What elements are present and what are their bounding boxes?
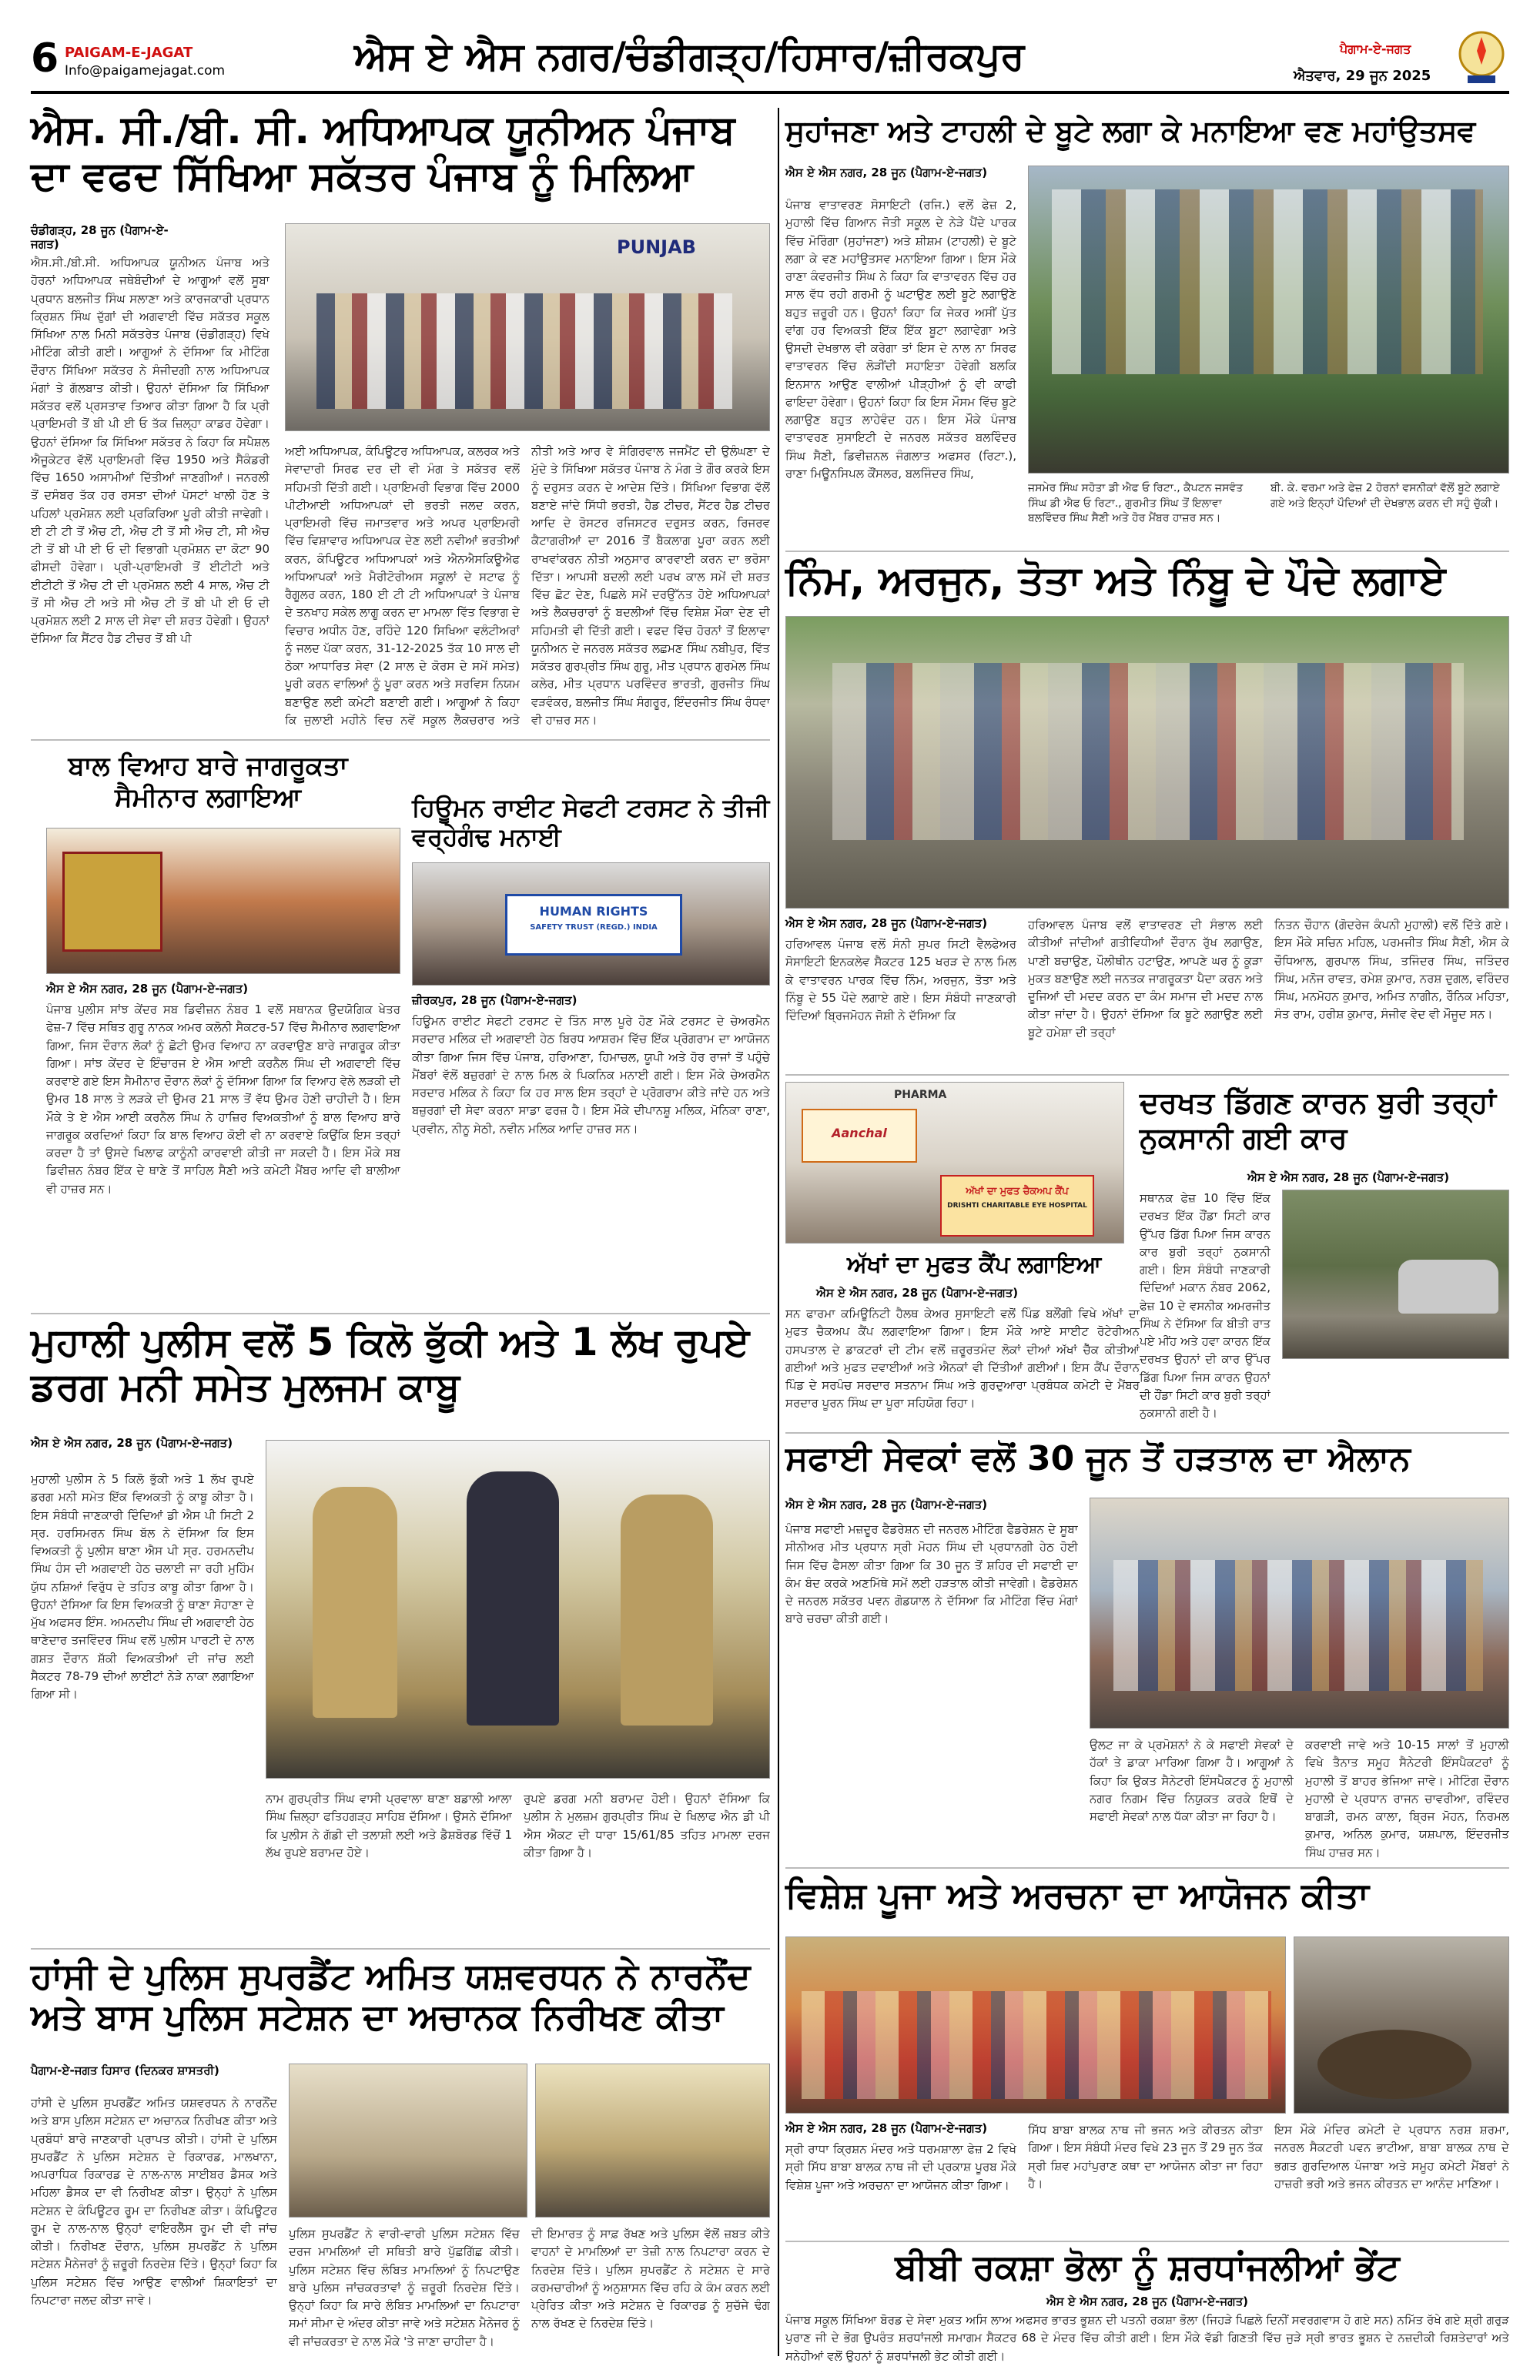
article-body-police-arrest-col2: ਨਾਮ ਗੁਰਪ੍ਰੀਤ ਸਿੰਘ ਵਾਸੀ ਪ੍ਰਵਾਲਾ ਥਾਣਾ ਬਡਾਲੀ ਆਲਾ ਸਿੰਘ ਜ਼ਿਲ੍ਹਾ ਫਤਿਹਗੜ੍ਹ ਸਾਹਿਬ ਦੱਸਿਆ। ਉਸਨੇ ਦੱਸਿਆ ਕਿ ਪੁਲੀਸ ਨੇ ਗੱਡੀ ਦੀ ਤਲਾਸ਼ੀ ਲਈ ਅਤੇ ਡੈਸ਼ਬੋਰਡ ਵਿੱਚੋਂ 1 ਲੱਖ ਰੁਪਏ ਬਰਾਮਦ ਹੋਏ। [266,1792,512,1859]
label-aanchal: Aanchal [832,1126,887,1140]
headline-tribute: ਬੀਬੀ ਰਕਸ਼ਾ ਭੋਲਾ ਨੂੰ ਸ਼ਰਧਾਂਜਲੀਆਂ ਭੇਂਟ [895,2246,1400,2288]
article-body-child-marriage: ਪੰਜਾਬ ਪੁਲੀਸ ਸਾਂਝ ਕੇਂਦਰ ਸਬ ਡਿਵੀਜ਼ਨ ਨੰਬਰ 1 ਵਲੋਂ ਸਥਾਨਕ ਉਦਯੋਗਿਕ ਖੇਤਰ ਫੇਜ਼-7 ਵਿੱਚ ਸਥਿਤ ਗੁਰੂ ਨਾਨਕ ਅਮਰ ਕਲੋਨੀ ਸੈਕਟਰ-57 ਵਿੱਚ ਸੈਮੀਨਾਰ ਲਗਵਾਇਆ ਗਿਆ, ਜਿਸ ਦੌਰਾਨ ਲੋਕਾਂ ਨੂੰ ਛੋਟੀ ਉਮਰ ਵਿਆਹ ਨਾ ਕਰਵਾਉਣ ਬਾਰੇ ਜਾਗਰੂਕ ਕੀਤਾ ਗਿਆ। ਸਾਂਝ ਕੇਂਦਰ ਦੇ ਇੰਚਾਰਜ ਏ ਐਸ ਆਈ ਕਰਨੈਲ ਸਿੰਘ ਦੀ ਅਗਵਾਈ ਵਿੱਚ ਕਰਵਾਏ ਗਏ ਇਸ ਸੈਮੀਨਾਰ ਦੌਰਾਨ ਲੋਕਾਂ ਨੂੰ ਦੱਸਿਆ ਗਿਆ ਕਿ ਵਿਆਹ ਵੇਲੇ ਲੜਕੀ ਦੀ ਉਮਰ 18 ਸਾਲ ਤੇ ਲੜਕੇ ਦੀ ਉਮਰ 21 ਸਾਲ ਤੋਂ ਵੱਧ ਉਮਰ ਹੋਣੀ ਚਾਹੀਦੀ ਹੈ। ਇਸ ਮੌਕੇ ਤੇ ਏ ਐਸ ਆਈ ਕਰਨੈਲ ਸਿੰਘ ਨੇ ਹਾਜ਼ਿਰ ਵਿਅਕਤੀਆਂ ਨੂੰ ਬਾਲ ਵਿਆਹ ਬਾਰੇ ਜਾਗਰੂਕ ਕਰਦਿਆਂ ਕਿਹਾ ਕਿ ਬਾਲ ਵਿਆਹ ਕੋਈ ਵੀ ਨਾ ਕਰਵਾਏ ਕਿਉਂਕਿ ਇਸ ਤਰ੍ਹਾਂ ਕਰਦਾ ਹੈ ਤਾਂ ਉਸਦੇ ਖਿਲਾਫ ਕਾਨੂੰਨੀ ਕਾਰਵਾਈ ਕੀਤੀ ਜਾ ਸਕਦੀ ਹੈ। ਇਸ ਮੌਕੇ ਸਬ ਡਿਵੀਜ਼ਨ ਨੰਬਰ ਇੱਕ ਦੇ ਥਾਣੇ ਤੋਂ ਸਾਹਿਲ ਸੈਣੀ ਅਤੇ ਕਮੇਟੀ ਮੈਂਬਰ ਆਦਿ ਵੀ ਬਾਲੀਆ ਵੀ ਹਾਜ਼ਰ ਸਨ। [46,1003,400,1196]
headline-special-puja: ਵਿਸ਼ੇਸ਼ ਪੂਜਾ ਅਤੇ ਅਰਚਨਾ ਦਾ ਆਯੋਜਨ ਕੀਤਾ [785,1874,1369,1916]
article-body-neem-planting-col3: ਨਿਤਨ ਚੌਹਾਨ (ਗੋਦਰੇਜ ਕੰਪਨੀ ਮੁਹਾਲੀ) ਵਲੋਂ ਦਿੱਤੇ ਗਏ। ਇਸ ਮੌਕੇ ਸਚਿਨ ਮਹਿਲ, ਪਰਮਜੀਤ ਸਿੰਘ ਸੈਣੀ, ਐਸ ਕੇ ਚੌਧਿਆਲ, ਗੁਰਪਾਲ ਸਿੰਘ, ਤਜਿੰਦਰ ਸਿੰਘ, ਜਤਿੰਦਰ ਸਿੰਘ, ਮਨੋਜ ਰਾਵਤ, ਰਮੇਸ਼ ਕੁਮਾਰ, ਨਰਸ਼ ਦੁਗਲ, ਵਰਿੰਦਰ ਸਿੰਘ, ਮਨਮੋਹਨ ਕੁਮਾਰ, ਅਮਿਤ ਨਾਗੀਨ, ਰੌਨਿਕ ਮਹਿਤਾ, ਸੰਤ ਰਾਮ, ਹਰੀਸ਼ ਕੁਮਾਰ, ਸੰਜੀਵ ਵੇਦ ਵੀ ਮੌਜੂਦ ਸਨ। [1274,918,1509,1022]
headline-neem-planting: ਨਿੰਮ, ਅਰਜੁਨ, ਤੋਤਾ ਅਤੇ ਨਿੰਬੂ ਦੇ ਪੌਦੇ ਲਗਾਏ [785,557,1446,604]
article-body-neem-planting-col2: ਹਰਿਆਵਲ ਪੰਜਾਬ ਵਲੋਂ ਵਾਤਾਵਰਣ ਦੀ ਸੰਭਾਲ ਲਈ ਕੀਤੀਆਂ ਜਾਂਦੀਆਂ ਗਤੀਵਿਧੀਆਂ ਦੌਰਾਨ ਰੁੱਖ ਲਗਾਉਣ, ਪਾਣੀ ਬਚਾਉਣ, ਪੌਲੀਥੀਨ ਹਟਾਉਣ, ਆਪਣੇ ਘਰ ਨੂੰ ਕੂੜਾ ਮੁਕਤ ਬਣਾਉਣ ਲਈ ਜਨਤਕ ਜਾਗਰੂਕਤਾ ਪੈਦਾ ਕਰਨ ਅਤੇ ਦੂਜਿਆਂ ਦੀ ਮਦਦ ਕਰਨ ਦਾ ਕੰਮ ਸਮਾਜ ਦੀ ਮਦਦ ਨਾਲ ਕੀਤਾ ਜਾਂਦਾ ਹੈ। ਉਹਨਾਂ ਦੱਸਿਆ ਕਿ ਬੂਟੇ ਲਗਾਉਣ ਲਈ ਬੂਟੇ ਹਮੇਸ਼ਾ ਦੀ ਤਰ੍ਹਾਂ [1028,918,1263,1039]
dateline-safai-strike: ਐਸ ਏ ਐਸ ਨਗਰ, 28 ਜੂਨ (ਪੈਗਾਮ-ਏ-ਜਗਤ) [785,1498,988,1511]
article-body-safai-strike-col1: ਪੰਜਾਬ ਸਫਾਈ ਮਜ਼ਦੂਰ ਫੈਡਰੇਸ਼ਨ ਦੀ ਜਨਰਲ ਮੀਟਿੰਗ ਫੈਡਰੇਸ਼ਨ ਦੇ ਸੂਬਾ ਸੀਨੀਅਰ ਮੀਤ ਪ੍ਰਧਾਨ ਸ੍ਰੀ ਮੋਹਨ ਸਿੰਘ ਦੀ ਪ੍ਰਧਾਨਗੀ ਹੇਠ ਹੋਈ ਜਿਸ ਵਿੱਚ ਫੈਸਲਾ ਕੀਤਾ ਗਿਆ ਕਿ 30 ਜੂਨ ਤੋਂ ਸ਼ਹਿਰ ਦੀ ਸਫਾਈ ਦਾ ਕੰਮ ਬੰਦ ਕਰਕੇ ਅਣਮਿੱਥੇ ਸਮੇਂ ਲਈ ਹੜਤਾਲ ਕੀਤੀ ਜਾਵੇਗੀ। ਫੈਡਰੇਸ਼ਨ ਦੇ ਜਨਰਲ ਸਕੱਤਰ ਪਵਨ ਗੋਡਯਾਲ ਨੇ ਦੱਸਿਆ ਕਿ ਮੀਟਿੰਗ ਵਿੱਚ ਮੰਗਾਂ ਬਾਰੇ ਚਰਚਾ ਕੀਤੀ ਗਈ। [785,1522,1078,1626]
article-body-special-puja-col1: ਸ੍ਰੀ ਰਾਧਾ ਕ੍ਰਿਸ਼ਨ ਮੰਦਰ ਅਤੇ ਧਰਮਸ਼ਾਲਾ ਫੇਜ਼ 2 ਵਿਖੇ ਸ੍ਰੀ ਸਿੱਧ ਬਾਬਾ ਬਾਲਕ ਨਾਥ ਜੀ ਦੀ ਪ੍ਰਕਾਸ਼ ਪੂਰਬ ਮੌਕੇ ਵਿਸ਼ੇਸ਼ ਪੂਜਾ ਅਤੇ ਅਰਚਨਾ ਦਾ ਆਯੋਜਨ ਕੀਤਾ ਗਿਆ। [785,2142,1016,2192]
divider [785,1074,1509,1076]
banner-human-rights-line1: HUMAN RIGHTS [539,904,648,919]
dateline-child-marriage: ਐਸ ਏ ਐਸ ਨਗਰ, 28 ਜੂਨ (ਪੈਗਾਮ-ਏ-ਜਗਤ) [46,982,249,996]
headline-tree-fall: ਦਰਖਤ ਡਿੱਗਣ ਕਾਰਨ ਬੁਰੀ ਤਰ੍ਹਾਂ ਨੁਕਸਾਨੀ ਗਈ ਕਾਰ [1140,1086,1496,1155]
article-body-special-puja-col3: ਇਸ ਮੌਕੇ ਮੰਦਿਰ ਕਮੇਟੀ ਦੇ ਪ੍ਰਧਾਨ ਨਰਸ਼ ਸ਼ਰਮਾ, ਜਨਰਲ ਸੈਕਟਰੀ ਪਵਨ ਭਾਟੀਆ, ਬਾਬਾ ਬਾਲਕ ਨਾਥ ਦੇ ਭਗਤ ਗੁਰਦਿਆਲ ਪੰਜਾਬਾ ਅਤੇ ਸਮੂਹ ਕਮੇਟੀ ਮੈਂਬਰਾਂ ਨੇ ਹਾਜ਼ਰੀ ਭਰੀ ਅਤੇ ਭਜਨ ਕੀਰਤਨ ਦਾ ਆਨੰਦ ਮਾਣਿਆ। [1274,2123,1509,2191]
dateline-van-mahotsav: ਐਸ ਏ ਐਸ ਨਗਰ, 28 ਜੂਨ (ਪੈਗਾਮ-ਏ-ਜਗਤ) [785,166,988,179]
dateline-special-puja: ਐਸ ਏ ਐਸ ਨਗਰ, 28 ਜੂਨ (ਪੈਗਾਮ-ਏ-ਜਗਤ) [785,2121,988,2135]
photo-van-mahotsav [1028,166,1509,474]
article-body-police-arrest-col3: ਰੁਪਏ ਡਰਗ ਮਨੀ ਬਰਾਮਦ ਹੋਈ। ਉਹਨਾਂ ਦੱਸਿਆ ਕਿ ਪੁਲੀਸ ਨੇ ਮੁਲਜ਼ਮ ਗੁਰਪ੍ਰੀਤ ਸਿੰਘ ਦੇ ਖਿਲਾਫ ਐਨ ਡੀ ਪੀ ਐਸ ਐਕਟ ਦੀ ਧਾਰਾ 15/61/85 ਤਹਿਤ ਮਾਮਲਾ ਦਰਜ ਕੀਤਾ ਗਿਆ ਹੈ। [524,1792,770,1859]
divider [785,1867,1509,1869]
article-body-safai-strike-col3: ਕਰਵਾਈ ਜਾਵੇ ਅਤੇ 10-15 ਸਾਲਾਂ ਤੋਂ ਮੁਹਾਲੀ ਵਿਖੇ ਤੈਨਾਤ ਸਮੂਹ ਸੈਨੇਟਰੀ ਇੰਸਪੈਕਟਰਾਂ ਨੂੰ ਮੁਹਾਲੀ ਤੋਂ ਬਾਹਰ ਭੇਜਿਆ ਜਾਵੇ। ਮੀਟਿੰਗ ਦੌਰਾਨ ਮੁਹਾਲੀ ਦੇ ਪ੍ਰਧਾਨ ਰਾਜਨ ਚਾਵਰੀਆ, ਰਵਿੰਦਰ ਬਾਗੜੀ, ਰਮਨ ਕਾਲਾ, ਬ੍ਰਿਜ ਮੋਹਨ, ਨਿਰਮਲ ਕੁਮਾਰ, ਅਨਿਲ ਕੁਮਾਰ, ਯਸ਼ਪਾਲ, ਇੰਦਰਜੀਤ ਸਿੰਘ ਹਾਜ਼ਰ ਸਨ। [1305,1738,1509,1859]
divider [31,739,770,741]
caption-van-mahotsav-2: ਬੀ. ਕੇ. ਵਰਮਾ ਅਤੇ ਫੇਜ਼ 2 ਹੋਰਨਾਂ ਵਸਨੀਕਾਂ ਵੱਲੋਂ ਬੂਟੇ ਲਗਾਏ ਗਏ ਅਤੇ ਇਨ੍ਹਾਂ ਪੌਦਿਆਂ ਦੀ ਦੇਖਭਾਲ ਕਰਨ ਦੀ ਸਹੁੰ ਚੁੱਕੀ। [1270,482,1500,510]
article-body-hansi-police: ਹਾਂਸੀ ਦੇ ਪੁਲਿਸ ਸੁਪਰਡੈਂਟ ਅਮਿਤ ਯਸ਼ਵਰਧਨ ਨੇ ਨਾਰਨੌਂਦ ਅਤੇ ਬਾਸ ਪੁਲਿਸ ਸਟੇਸ਼ਨ ਦਾ ਅਚਾਨਕ ਨਿਰੀਖਣ ਕੀਤਾ ਅਤੇ ਪ੍ਰਬੰਧਾਂ ਬਾਰੇ ਜਾਣਕਾਰੀ ਪ੍ਰਾਪਤ ਕੀਤੀ। ਹਾਂਸੀ ਦੇ ਪੁਲਿਸ ਸੁਪਰਡੈਂਟ ਨੇ ਪੁਲਿਸ ਸਟੇਸ਼ਨ ਦੇ ਰਿਕਾਰਡ, ਮਾਲਖਾਨਾ, ਅਪਰਾਧਿਕ ਰਿਕਾਰਡ ਦੇ ਨਾਲ-ਨਾਲ ਸਾਈਬਰ ਡੈਸਕ ਅਤੇ ਮਹਿਲਾ ਡੈਸਕ ਦਾ ਵੀ ਨਿਰੀਖਣ ਕੀਤਾ। ਉਨ੍ਹਾਂ ਨੇ ਪੁਲਿਸ ਸਟੇਸ਼ਨ ਦੇ ਕੰਪਿਊਟਰ ਰੂਮ ਦਾ ਨਿਰੀਖਣ ਕੀਤਾ। ਕੰਪਿਊਟਰ ਰੂਮ ਦੇ ਨਾਲ-ਨਾਲ ਉਨ੍ਹਾਂ ਵਾਇਰਲੈੱਸ ਰੂਮ ਦੀ ਵੀ ਜਾਂਚ ਕੀਤੀ। ਨਿਰੀਖਣ ਦੌਰਾਨ, ਪੁਲਿਸ ਸੁਪਰਡੈਂਟ ਨੇ ਪੁਲਿਸ ਸਟੇਸ਼ਨ ਮੈਨੇਜਰਾਂ ਨੂੰ ਜ਼ਰੂਰੀ ਨਿਰਦੇਸ਼ ਦਿੱਤੇ। ਉਨ੍ਹਾਂ ਕਿਹਾ ਕਿ ਪੁਲਿਸ ਸਟੇਸ਼ਨ ਵਿੱਚ ਆਉਣ ਵਾਲੀਆਂ ਸ਼ਿਕਾਇਤਾਂ ਦਾ ਨਿਪਟਾਰਾ ਜਲਦ ਕੀਤਾ ਜਾਵੇ। [31,2096,277,2307]
paper-name-punjabi: ਪੈਗਾਮ-ਏ-ਜਗਤ [1340,42,1411,56]
headline-hansi-police: ਹਾਂਸੀ ਦੇ ਪੁਲਿਸ ਸੁਪਰਡੈਂਟ ਅਮਿਤ ਯਸ਼ਵਰਧਨ ਨੇ ਨਾਰਨੌਂਦ ਅਤੇ ਬਾਸ ਪੁਲਿਸ ਸਟੇਸ਼ਨ ਦਾ ਅਚਾਨਕ ਨਿਰੀਖਣ ਕੀਤਾ [31,1955,751,2037]
banner-human-rights-line2: SAFETY TRUST (REGD.) INDIA [530,923,658,932]
photo-child-marriage [46,828,400,974]
photo-police-arrest [266,1440,770,1779]
article-body-teachers-union-col2: ਅਈ ਅਧਿਆਪਕ, ਕੰਪਿਊਟਰ ਅਧਿਆਪਕ, ਕਲਰਕ ਅਤੇ ਸੇਵਾਦਾਰੀ ਸਿਰਫ ਦਰ ਦੀ ਵੀ ਮੰਗ ਤੇ ਸਕੱਤਰ ਵਲੋਂ ਸਹਿਮਤੀ ਦਿੱਤੀ ਗਈ। ਪ੍ਰਾਇਮਰੀ ਵਿਭਾਗ ਵਿੱਚ 2000 ਪੀਟੀਆਈ ਅਧਿਆਪਕਾਂ ਦੀ ਭਰਤੀ ਜਲਦ ਕਰਨ, ਪ੍ਰਾਇਮਰੀ ਵਿੱਚ ਜਮਾਤਵਾਰ ਅਤੇ ਅਪਰ ਪ੍ਰਾਇਮਰੀ ਵਿੱਚ ਵਿਸ਼ਾਵਾਰ ਅਧਿਆਪਕ ਦੇਣ ਲਈ ਨਵੀਆਂ ਭਰਤੀਆਂ ਕਰਨ, ਕੰਪਿਊਟਰ ਅਧਿਆਪਕਾਂ ਅਤੇ ਐਨਐਸਕਿਊਐਫ ਅਧਿਆਪਕਾਂ ਅਤੇ ਮੈਰੀਟੋਰੀਅਸ ਸਕੂਲਾਂ ਦੇ ਸਟਾਫ ਨੂੰ ਰੈਗੂਲਰ ਕਰਨ, 180 ਈ ਟੀ ਟੀ ਅਧਿਆਪਕਾਂ ਤੇ ਪੰਜਾਬ ਦੇ ਤਨਖਾਹ ਸਕੇਲ ਲਾਗੂ ਕਰਨ ਦਾ ਮਾਮਲਾ ਵਿੱਤ ਵਿਭਾਗ ਦੇ ਵਿਚਾਰ ਅਧੀਨ ਹੋਣ, ਰਹਿੰਦੇ 120 ਸਿਖਿਆ ਵਲੰਟੀਅਰਾਂ ਨੂੰ ਜਲਦ ਪੱਕਾ ਕਰਨ, 31-12-2025 ਤੱਕ 10 ਸਾਲ ਦੀ ਠੇਕਾ ਆਧਾਰਿਤ ਸੇਵਾ (2 ਸਾਲ ਦੇ ਕੋਰਸ ਦੇ ਸਮੇਂ ਸਮੇਤ) ਪੂਰੀ ਕਰਨ ਵਾਲਿਆਂ ਨੂੰ ਪੂਰਾ ਕਰਨ ਅਤੇ ਸਰਵਿਸ ਨਿਯਮ ਬਣਾਉਣ ਲਈ ਕਮੇਟੀ ਬਣਾਈ ਗਈ। ਆਗੂਆਂ ਨੇ ਕਿਹਾ ਕਿ ਜੁਲਾਈ ਮਹੀਨੇ ਵਿਚ ਨਵੇਂ ਸਕੂਲ ਲੈਕਚਰਾਰ ਅਤੇ [285,444,520,727]
headline-eye-camp: ਅੱਖਾਂ ਦਾ ਮੁਫਤ ਕੈਂਪ ਲਗਾਇਆ [847,1251,1102,1278]
article-body-safai-strike-col2: ਉਲਟ ਜਾ ਕੇ ਪ੍ਰਮੋਸ਼ਨਾਂ ਨੇ ਕੇ ਸਫਾਈ ਸੇਵਕਾਂ ਦੇ ਹੱਕਾਂ ਤੇ ਡਾਕਾ ਮਾਰਿਆ ਗਿਆ ਹੈ। ਆਗੂਆਂ ਨੇ ਕਿਹਾ ਕਿ ਉਕਤ ਸੈਨੇਟਰੀ ਇੰਸਪੈਕਟਰ ਨੂੰ ਮੁਹਾਲੀ ਨਗਰ ਨਿਗਮ ਵਿੱਚ ਨਿਯੁਕਤ ਕਰਕੇ ਇਥੋਂ ਦੇ ਸਫਾਈ ਸੇਵਕਾਂ ਨਾਲ ਧੱਕਾ ਕੀਤਾ ਜਾ ਰਿਹਾ ਹੈ। [1090,1738,1294,1823]
dateline-tree-fall: ਐਸ ਏ ਐਸ ਨਗਰ, 28 ਜੂਨ (ਪੈਗਾਮ-ਏ-ਜਗਤ) [1247,1170,1450,1184]
logo-icon [1457,31,1506,86]
dateline-hansi-police: ਪੈਗਾਮ-ਏ-ਜਗਤ ਹਿਸਾਰ (ਦਿਨਕਰ ਸ਼ਾਸਤਰੀ) [31,2064,219,2077]
paper-name: PAIGAM-E-JAGAT [65,45,193,61]
divider [31,1948,770,1950]
photo-special-puja-1 [785,1936,1286,2114]
dateline-tribute: ਐਸ ਏ ਐਸ ਨਗਰ, 28 ਜੂਨ (ਪੈਗਾਮ-ਏ-ਜਗਤ) [1046,2295,1249,2308]
headline-child-marriage: ਬਾਲ ਵਿਆਹ ਬਾਰੇ ਜਾਗਰੂਕਤਾ ਸੈਮੀਨਾਰ ਲਗਾਇਆ [68,751,348,813]
photo-tree-fall [1282,1190,1509,1359]
date: ਐਤਵਾਰ, 29 ਜੂਨ 2025 [1294,68,1431,84]
article-body-teachers-union-col3: ਨੀਤੀ ਅਤੇ ਆਰ ਵੇ ਸੰਗਿਰਵਾਲ ਜਜਮੈਂਟ ਦੀ ਉਲੰਘਣਾ ਦੇ ਮੁੱਦੇ ਤੇ ਸਿੱਖਿਆ ਸਕੱਤਰ ਪੰਜਾਬ ਨੇ ਮੰਗ ਤੇ ਗੌਰ ਕਰਕੇ ਇਸ ਨੂੰ ਦਰੁਸਤ ਕਰਨ ਦੇ ਆਦੇਸ਼ ਦਿੱਤੇ। ਸਿੱਖਿਆ ਵਿਭਾਗ ਵੱਲੋਂ ਬਣਾਏ ਜਾਂਦੇ ਸਿੱਧੀ ਭਰਤੀ, ਹੈਡ ਟੀਚਰ, ਸੈਂਟਰ ਹੈਡ ਟੀਚਰ ਆਦਿ ਦੇ ਰੋਸਟਰ ਰਜਿਸਟਰ ਦਰੁਸਤ ਕਰਨ, ਰਿਜਰਵ ਕੈਟਾਗਰੀਆਂ ਦਾ 2016 ਤੋਂ ਬੈਕਲਾਗ ਪੂਰਾ ਕਰਨ ਲਈ ਰਾਖਵਾਂਕਰਨ ਨੀਤੀ ਅਨੁਸਾਰ ਕਾਰਵਾਈ ਕਰਨ ਦਾ ਭਰੋਸਾ ਦਿੱਤਾ। ਆਪਸੀ ਬਦਲੀ ਲਈ ਪਰਖ ਕਾਲ ਸਮੇਂ ਦੀ ਸ਼ਰਤ ਵਿੱਚ ਛੋਟ ਦੇਣ, ਪਿਛਲੇ ਸਮੇਂ ਦਰਉੱਨਤ ਹੋਏ ਅਧਿਆਪਕਾਂ ਅਤੇ ਲੈਕਚਰਾਰਾਂ ਨੂੰ ਬਦਲੀਆਂ ਵਿੱਚ ਵਿਸ਼ੇਸ਼ ਮੌਕਾ ਦੇਣ ਦੀ ਸਹਿਮਤੀ ਵੀ ਦਿੱਤੀ ਗਈ। ਵਫਦ ਵਿੱਚ ਹੋਰਨਾਂ ਤੋਂ ਇਲਾਵਾ ਯੂਨੀਅਨ ਦੇ ਜਨਰਲ ਸਕੱਤਰ ਲਛਮਣ ਸਿੰਘ ਨਬੀਪੁਰ, ਵਿੱਤ ਸਕੱਤਰ ਗੁਰਪ੍ਰੀਤ ਸਿੰਘ ਗੁਰੂ, ਮੀਤ ਪ੍ਰਧਾਨ ਗੁਰਮੇਲ ਸਿੰਘ ਕਲੇਰ, ਮੀਤ ਪ੍ਰਧਾਨ ਪਰਵਿੰਦਰ ਭਾਰਤੀ, ਗੁਰਜੀਤ ਸਿੰਘ ਵੜਵੰਕਰ, ਬਲਜੀਤ ਸਿੰਘ ਸੰਗਰੂਰ, ਇੰਦਰਜੀਤ ਸਿੰਘ ਰੰਧਵਾ ਵੀ ਹਾਜ਼ਰ ਸਨ। [531,444,770,727]
photo-hansi-police-1 [289,2064,527,2218]
article-body-neem-planting-col1: ਹਰਿਆਵਲ ਪੰਜਾਬ ਵਲੋਂ ਸੰਨੀ ਸੁਪਰ ਸਿਟੀ ਵੈਲਫੇਅਰ ਸੋਸਾਇਟੀ ਇਨਕਲੇਵ ਸੈਕਟਰ 125 ਖਰੜ ਦੇ ਨਾਲ ਮਿਲ ਕੇ ਵਾਤਾਵਰਨ ਪਾਰਕ ਵਿੱਚ ਨਿੰਮ, ਅਰਜੁਨ, ਤੋਤਾ ਅਤੇ ਨਿੰਬੂ ਦੇ 55 ਪੌਦੇ ਲਗਾਏ ਗਏ। ਇਸ ਸੰਬੰਧੀ ਜਾਣਕਾਰੀ ਦਿੰਦਿਆਂ ਬ੍ਰਿਜਮੋਹਨ ਜੋਸ਼ੀ ਨੇ ਦੱਸਿਆ ਕਿ [785,937,1016,1023]
dateline-teachers-union: ਚੰਡੀਗੜ੍ਹ, 28 ਜੂਨ (ਪੈਗਾਮ-ਏ-ਜਗਤ) [31,223,169,251]
article-body-tribute: ਪੰਜਾਬ ਸਕੂਲ ਸਿੱਖਿਆ ਬੋਰਡ ਦੇ ਸੇਵਾ ਮੁਕਤ ਅਸਿ ਲਾਅ ਅਫਸਰ ਭਾਰਤ ਭੂਸ਼ਨ ਦੀ ਪਤਨੀ ਰਕਸ਼ਾ ਭੋਲਾ (ਜਿਹੜੇ ਪਿਛਲੇ ਦਿਨੀਂ ਸਵਰਗਵਾਸ ਹੋ ਗਏ ਸਨ) ਨਮਿੱਤ ਰੱਖੇ ਗਏ ਸ਼੍ਰੀ ਗਰੁੜ ਪੁਰਾਣ ਜੀ ਦੇ ਭੋਗ ਉਪਰੰਤ ਸ਼ਰਧਾਂਜਲੀ ਸਮਾਗਮ ਸੈਕਟਰ 68 ਦੇ ਮੰਦਰ ਵਿੱਚ ਕੀਤੀ ਗਈ। ਇਸ ਮੌਕੇ ਵੱਡੀ ਗਿਣਤੀ ਵਿੱਚ ਜੁੜੇ ਸ੍ਰੀ ਭਾਰਤ ਭੂਸ਼ਨ ਦੇ ਨਜ਼ਦੀਕੀ ਰਿਸ਼ਤੇਦਾਰਾਂ ਅਤੇ ਸਨੇਹੀਆਂ ਵਲੋਂ ਉਹਨਾਂ ਨੂੰ ਸ਼ਰਧਾਂਜਲੀ ਭੇਟ ਕੀਤੀ ਗਈ। [785,2313,1509,2363]
dateline-neem-planting: ਐਸ ਏ ਐਸ ਨਗਰ, 28 ਜੂਨ (ਪੈਗਾਮ-ਏ-ਜਗਤ) [785,916,988,930]
divider [785,2241,1509,2242]
article-body-eye-camp: ਸਨ ਫਾਰਮਾ ਕਮਿਊਨਿਟੀ ਹੈਲਥ ਕੇਅਰ ਸੁਸਾਇਟੀ ਵਲੋਂ ਪਿੰਡ ਬਲੌਂਗੀ ਵਿਖੇ ਅੱਖਾਂ ਦਾ ਮੁਫਤ ਚੈਕਅਪ ਕੈਂਪ ਲਗਵਾਇਆ ਗਿਆ। ਇਸ ਮੌਕੇ ਆਏ ਸਾਈਟ ਰੋਟੇਰੀਅਨ ਹਸਪਤਾਲ ਦੇ ਡਾਕਟਰਾਂ ਦੀ ਟੀਮ ਵਲੋਂ ਜ਼ਰੂਰਤਮੰਦ ਲੋਕਾਂ ਦੀਆਂ ਅੱਖਾਂ ਚੈੱਕ ਕੀਤੀਆਂ ਗਈਆਂ ਅਤੇ ਮੁਫਤ ਦਵਾਈਆਂ ਅਤੇ ਐਨਕਾਂ ਵੀ ਦਿੱਤੀਆਂ ਗਈਆਂ। ਇਸ ਕੈਂਪ ਦੌਰਾਨ ਪਿੰਡ ਦੇ ਸਰਪੰਚ ਸਰਦਾਰ ਸਤਨਾਮ ਸਿੰਘ ਅਤੇ ਗੁਰਦੁਆਰਾ ਪ੍ਰਬੰਧਕ ਕਮੇਟੀ ਦੇ ਮੈਂਬਰ ਸਰਦਾਰ ਪੂਰਨ ਸਿੰਘ ਦਾ ਪੂਰਾ ਸਹਿਯੋਗ ਰਿਹਾ। [785,1307,1140,1411]
headline-van-mahotsav: ਸੁਹਾਂਜਣਾ ਅਤੇ ਟਾਹਲੀ ਦੇ ਬੂਟੇ ਲਗਾ ਕੇ ਮਨਾਇਆ ਵਣ ਮਹਾਂਉਤਸਵ [785,114,1476,148]
headline-safai-strike: ਸਫਾਈ ਸੇਵਕਾਂ ਵਲੋਂ 30 ਜੂਨ ਤੋਂ ਹੜਤਾਲ ਦਾ ਐਲਾਨ [785,1439,1411,1478]
headline-human-rights: ਹਿਊਮਨ ਰਾਈਟ ਸੇਫਟੀ ਟਰਸਟ ਨੇ ਤੀਜੀ ਵਰ੍ਹੇਗੰਢ ਮਨਾਈ [412,793,770,852]
photo-special-puja-2 [1294,1936,1509,2114]
banner-eye-hospital: DRISHTI CHARITABLE EYE HOSPITAL [947,1202,1087,1210]
article-body-hansi-police-col3: ਦੀ ਇਮਾਰਤ ਨੂੰ ਸਾਫ਼ ਰੱਖਣ ਅਤੇ ਪੁਲਿਸ ਵੱਲੋਂ ਜ਼ਬਤ ਕੀਤੇ ਵਾਹਨਾਂ ਦੇ ਮਾਮਲਿਆਂ ਦਾ ਤੇਜ਼ੀ ਨਾਲ ਨਿਪਟਾਰਾ ਕਰਨ ਦੇ ਨਿਰਦੇਸ਼ ਦਿੱਤੇ। ਪੁਲਿਸ ਸੁਪਰਡੈਂਟ ਨੇ ਸਟੇਸ਼ਨ ਦੇ ਸਾਰੇ ਕਰਮਚਾਰੀਆਂ ਨੂੰ ਅਨੁਸ਼ਾਸਨ ਵਿੱਚ ਰਹਿ ਕੇ ਕੰਮ ਕਰਨ ਲਈ ਪ੍ਰੇਰਿਤ ਕੀਤਾ ਅਤੇ ਸਟੇਸ਼ਨ ਦੇ ਰਿਕਾਰਡ ਨੂੰ ਸੁਚੱਜੇ ਢੰਗ ਨਾਲ ਰੱਖਣ ਦੇ ਨਿਰਦੇਸ਼ ਦਿੱਤੇ। [531,2227,770,2331]
article-body-teachers-union-col1: ਐਸ.ਸੀ./ਬੀ.ਸੀ. ਅਧਿਆਪਕ ਯੂਨੀਅਨ ਪੰਜਾਬ ਅਤੇ ਹੋਰਨਾਂ ਅਧਿਆਪਕ ਜਥੇਬੰਦੀਆਂ ਦੇ ਆਗੂਆਂ ਵਲੋਂ ਸੂਬਾ ਪ੍ਰਧਾਨ ਬਲਜੀਤ ਸਿੰਘ ਸਲਾਣਾ ਅਤੇ ਕਾਰਜਕਾਰੀ ਪ੍ਰਧਾਨ ਕ੍ਰਿਸ਼ਨ ਸਿੰਘ ਦੁੱਗਾਂ ਦੀ ਅਗਵਾਈ ਵਿੱਚ ਸਕੱਤਰ ਸਕੂਲ ਸਿੱਖਿਆ ਨਾਲ ਮਿਨੀ ਸਕੱਤਰੇਤ ਪੰਜਾਬ (ਚੰਡੀਗੜ੍ਹ) ਵਿਖੇ ਮੀਟਿੰਗ ਕੀਤੀ ਗਈ। ਆਗੂਆਂ ਨੇ ਦੱਸਿਆ ਕਿ ਮੀਟਿੰਗ ਦੌਰਾਨ ਸਿੱਖਿਆ ਸਕੱਤਰ ਨੇ ਸੰਜੀਦਗੀ ਨਾਲ ਅਧਿਆਪਕ ਮੰਗਾਂ ਤੇ ਗੱਲਬਾਤ ਕੀਤੀ। ਉਹਨਾਂ ਦੱਸਿਆ ਕਿ ਸਿੱਖਿਆ ਸਕੱਤਰ ਵਲੋਂ ਪ੍ਰਸਤਾਵ ਤਿਆਰ ਕੀਤਾ ਗਿਆ ਹੈ ਕਿ ਪ੍ਰੀ ਪ੍ਰਾਇਮਰੀ ਤੋਂ ਬੀ ਪੀ ਈ ਓ ਤੱਕ ਜ਼ਿਲ੍ਹਾ ਕਾਡਰ ਹੋਵੇਗਾ। ਉਹਨਾਂ ਦੱਸਿਆ ਕਿ ਸਿੱਖਿਆ ਸਕੱਤਰ ਨੇ ਕਿਹਾ ਕਿ ਸਪੈਸ਼ਲ ਐਜੂਕੇਟਰ ਵੱਲੋਂ ਪ੍ਰਾਇਮਰੀ ਵਿੱਚ 1950 ਅਤੇ ਸੈਕੰਡਰੀ ਵਿੱਚ 1650 ਅਸਾਮੀਆਂ ਦਿੱਤੀਆਂ ਜਾਣਗੀਆਂ। ਜਨਰਲੀ ਤੋਂ ਦਸੰਬਰ ਤੱਕ ਹਰ ਰਸਤਾ ਦੀਆਂ ਪੋਸਟਾਂ ਖਾਲੀ ਹੋਣ ਤੇ ਪਹਿਲਾਂ ਪ੍ਰਮੋਸ਼ਨ ਲਈ ਪ੍ਰਕਿਰਿਆ ਪੂਰੀ ਕੀਤੀ ਜਾਵੇਗੀ। ਈ ਟੀ ਟੀ ਤੋਂ ਐਚ ਟੀ, ਐਚ ਟੀ ਤੋਂ ਸੀ ਐਚ ਟੀ, ਸੀ ਐਚ ਟੀ ਤੋਂ ਬੀ ਪੀ ਈ ਓ ਦੀ ਵਿਭਾਗੀ ਪ੍ਰਮੋਸ਼ਨ ਦਾ ਕੋਟਾ 90 ਫੀਸਦੀ ਹੋਵੇਗਾ। ਪ੍ਰੀ-ਪ੍ਰਾਇਮਰੀ ਤੋਂ ਈਟੀਟੀ ਅਤੇ ਈਟੀਟੀ ਤੋਂ ਐਚ ਟੀ ਦੀ ਪ੍ਰਮੋਸ਼ਨ ਲਈ 4 ਸਾਲ, ਐਚ ਟੀ ਤੋਂ ਸੀ ਐਚ ਟੀ ਅਤੇ ਸੀ ਐਚ ਟੀ ਤੋਂ ਬੀ ਪੀ ਈ ਓ ਦੀ ਪ੍ਰਮੋਸ਼ਨ ਲਈ 2 ਸਾਲ ਦੀ ਸੇਵਾ ਦੀ ਸ਼ਰਤ ਹੋਵੇਗੀ। ਉਹਨਾਂ ਦੱਸਿਆ ਕਿ ਸੈਂਟਰ ਹੈਡ ਟੀਚਰ ਤੋਂ ਬੀ ਪੀ [31,256,270,646]
column-divider [778,108,779,2356]
masthead-rule [31,91,1509,94]
headline-police-arrest: ਮੁਹਾਲੀ ਪੁਲੀਸ ਵਲੋਂ 5 ਕਿਲੋ ਭੁੱਕੀ ਅਤੇ 1 ਲੱਖ ਰੁਪਏ ਡਰਗ ਮਨੀ ਸਮੇਤ ਮੁਲਜਮ ਕਾਬੂ [31,1320,750,1409]
email: Info@paigamejagat.com [65,63,226,79]
page-number: 6 [31,35,59,82]
article-body-special-puja-col2: ਸਿੱਧ ਬਾਬਾ ਬਾਲਕ ਨਾਥ ਜੀ ਭਜਨ ਅਤੇ ਕੀਰਤਨ ਕੀਤਾ ਗਿਆ। ਇਸ ਸੰਬੰਧੀ ਮੰਦਰ ਵਿਖੇ 23 ਜੂਨ ਤੋਂ 29 ਜੂਨ ਤੱਕ ਸ੍ਰੀ ਸ਼ਿਵ ਮਹਾਂਪੁਰਾਣ ਕਥਾ ਦਾ ਆਯੋਜਨ ਕੀਤਾ ਜਾ ਰਿਹਾ ਹੈ। [1028,2123,1263,2191]
article-body-tree-fall: ਸਥਾਨਕ ਫੇਜ਼ 10 ਵਿੱਚ ਇੱਕ ਦਰਖਤ ਇੱਕ ਹੌਂਡਾ ਸਿਟੀ ਕਾਰ ਉੱਪਰ ਡਿੱਗ ਪਿਆ ਜਿਸ ਕਾਰਨ ਕਾਰ ਬੁਰੀ ਤਰ੍ਹਾਂ ਨੁਕਸਾਨੀ ਗਈ। ਇਸ ਸੰਬੰਧੀ ਜਾਣਕਾਰੀ ਦਿੰਦਿਆਂ ਮਕਾਨ ਨੰਬਰ 2062, ਫੇਜ਼ 10 ਦੇ ਵਸਨੀਕ ਅਮਰਜੀਤ ਸਿੰਘ ਨੇ ਦੱਸਿਆ ਕਿ ਬੀਤੀ ਰਾਤ ਪਏ ਮੀਂਹ ਅਤੇ ਹਵਾ ਕਾਰਨ ਇੱਕ ਦਰਖਤ ਉਹਨਾਂ ਦੀ ਕਾਰ ਉੱਪਰ ਡਿੱਗ ਪਿਆ ਜਿਸ ਕਾਰਨ ਉਹਨਾਂ ਦੀ ਹੌਂਡਾ ਸਿਟੀ ਕਾਰ ਬੁਰੀ ਤਰ੍ਹਾਂ ਨੁਕਸਾਨੀ ਗਈ ਹੈ। [1140,1191,1270,1420]
dateline-eye-camp: ਐਸ ਏ ਐਸ ਨਗਰ, 28 ਜੂਨ (ਪੈਗਾਮ-ਏ-ਜਗਤ) [816,1286,1019,1300]
photo-neem-planting [785,616,1509,909]
dateline-human-rights: ਜ਼ੀਰਕਪੁਰ, 28 ਜੂਨ (ਪੈਗਾਮ-ਏ-ਜਗਤ) [412,993,578,1007]
photo-hansi-police-2 [535,2064,770,2218]
article-body-hansi-police-col2: ਪੁਲਿਸ ਸੁਪਰਡੈਂਟ ਨੇ ਵਾਰੀ-ਵਾਰੀ ਪੁਲਿਸ ਸਟੇਸ਼ਨ ਵਿੱਚ ਦਰਜ ਮਾਮਲਿਆਂ ਦੀ ਸਥਿਤੀ ਬਾਰੇ ਪੁੱਛਗਿੱਛ ਕੀਤੀ। ਪੁਲਿਸ ਸਟੇਸ਼ਨ ਵਿੱਚ ਲੰਬਿਤ ਮਾਮਲਿਆਂ ਨੂੰ ਨਿਪਟਾਉਣ ਬਾਰੇ ਪੁਲਿਸ ਜਾਂਚਕਰਤਾਵਾਂ ਨੂੰ ਜ਼ਰੂਰੀ ਨਿਰਦੇਸ਼ ਦਿੱਤੇ। ਉਨ੍ਹਾਂ ਕਿਹਾ ਕਿ ਸਾਰੇ ਲੰਬਿਤ ਮਾਮਲਿਆਂ ਦਾ ਨਿਪਟਾਰਾ ਸਮਾਂ ਸੀਮਾ ਦੇ ਅੰਦਰ ਕੀਤਾ ਜਾਵੇ ਅਤੇ ਸਟੇਸ਼ਨ ਮੈਨੇਜਰ ਨੂੰ ਵੀ ਜਾਂਚਕਰਤਾ ਦੇ ਨਾਲ ਮੌਕੇ 'ਤੇ ਜਾਣਾ ਚਾਹੀਦਾ ਹੈ। [289,2227,520,2348]
divider [785,1432,1509,1434]
masthead [31,31,1509,115]
label-pharma: PHARMA [894,1089,947,1101]
photo-teachers-union [285,223,770,431]
article-body-van-mahotsav: ਪੰਜਾਬ ਵਾਤਾਵਰਣ ਸੋਸਾਇਟੀ (ਰਜਿ.) ਵਲੋਂ ਫੇਜ਼ 2, ਮੁਹਾਲੀ ਵਿੱਚ ਗਿਆਨ ਜੋਤੀ ਸਕੂਲ ਦੇ ਨੇੜੇ ਪੈਂਦੇ ਪਾਰਕ ਵਿੱਚ ਮੋਰਿੰਗਾ (ਸੁਹਾਂਜਣਾ) ਅਤੇ ਸ਼ੀਸ਼ਮ (ਟਾਹਲੀ) ਦੇ ਬੂਟੇ ਲਗਾ ਕੇ ਵਣ ਮਹਾਂਉਤਸਵ ਮਨਾਇਆ ਗਿਆ। ਇਸ ਮੌਕੇ ਰਾਣਾ ਕੰਵਰਜੀਤ ਸਿੰਘ ਨੇ ਕਿਹਾ ਕਿ ਵਾਤਾਵਰਨ ਵਿੱਚ ਹਰ ਸਾਲ ਵੱਧ ਰਹੀ ਗਰਮੀ ਨੂੰ ਘਟਾਉਣ ਲਈ ਬੂਟੇ ਲਗਾਉਣੇ ਬਹੁਤ ਜ਼ਰੂਰੀ ਹਨ। ਉਹਨਾਂ ਕਿਹਾ ਕਿ ਜੇਕਰ ਅਸੀਂ ਪੁੱਤ ਵਾਂਗ ਹਰ ਵਿਅਕਤੀ ਇੱਕ ਇੱਕ ਬੂਟਾ ਲਗਾਵੇਗਾ ਅਤੇ ਉਸਦੀ ਦੇਖਭਾਲ ਵੀ ਕਰੇਗਾ ਤਾਂ ਇਸ ਦੇ ਨਾਲ ਨਾ ਸਿਰਫ ਵਾਤਾਵਰਨ ਵਿੱਚ ਲੋੜੀਂਦੀ ਸਹਾਇਤਾ ਹੋਵੇਗੀ ਬਲਕਿ ਇਨਸਾਨ ਆਉਣ ਵਾਲੀਆਂ ਪੀੜ੍ਹੀਆਂ ਨੂੰ ਵੀ ਕਾਫੀ ਫਾਇਦਾ ਹੋਵੇਗਾ। ਉਹਨਾਂ ਕਿਹਾ ਕਿ ਇਸ ਮੌਸਮ ਵਿੱਚ ਬੂਟੇ ਲਗਾਉਣ ਬਹੁਤ ਲਾਹੇਵੰਦ ਹਨ। ਇਸ ਮੌਕੇ ਪੰਜਾਬ ਵਾਤਾਵਰਣ ਸੁਸਾਇਟੀ ਦੇ ਜਨਰਲ ਸਕੱਤਰ ਬਲਵਿੰਦਰ ਸਿੰਘ ਸੈਣੀ, ਡਿਵੀਜ਼ਨਲ ਜੰਗਲਾਤ ਅਫਸਰ (ਰਿਟਾ.), ਰਾਣਾ ਮਿਊਨਸਿਪਲ ਕੌਂਸਲਰ, ਬਲਜਿੰਦਰ ਸਿੰਘ, [785,198,1016,480]
headline-teachers-union: ਐਸ. ਸੀ./ਬੀ. ਸੀ. ਅਧਿਆਪਕ ਯੂਨੀਅਨ ਪੰਜਾਬ ਦਾ ਵਫਦ ਸਿੱਖਿਆ ਸਕੱਤਰ ਪੰਜਾਬ ਨੂੰ ਮਿਲਿਆ [31,107,735,199]
photo-safai-strike [1090,1498,1509,1729]
caption-van-mahotsav-1: ਜਸਮੇਰ ਸਿੰਘ ਸਹੋਤਾ ਡੀ ਐਫ ਓ ਰਿਟਾ., ਕੈਪਟਨ ਜਸਵੰਤ ਸਿੰਘ ਡੀ ਐਫ ਓ ਰਿਟਾ., ਗੁਰਮੀਤ ਸਿੰਘ ਤੋਂ ਇਲਾਵਾ ਬਲਵਿੰਦਰ ਸਿੰਘ ਸੈਣੀ ਅਤੇ ਹੋਰ ਮੈਂਬਰ ਹਾਜ਼ਰ ਸਨ। [1028,482,1244,525]
divider [785,551,1509,552]
divider [31,1313,770,1314]
section-title: ਐਸ ਏ ਐਸ ਨਗਰ/ਚੰਡੀਗੜ੍ਹ/ਹਿਸਾਰ/ਜ਼ੀਰਕਪੁਰ [354,34,1025,79]
banner-punjab: PUNJAB [617,236,696,258]
photo-human-rights [412,862,770,986]
photo-eye-camp [785,1082,1124,1244]
article-body-human-rights: ਹਿਊਮਨ ਰਾਈਟ ਸੇਫਟੀ ਟਰਸਟ ਦੇ ਤਿੰਨ ਸਾਲ ਪੂਰੇ ਹੋਣ ਮੌਕੇ ਟਰਸਟ ਦੇ ਚੇਅਰਮੈਨ ਸਰਦਾਰ ਮਲਿਕ ਦੀ ਅਗਵਾਈ ਹੇਠ ਬਿਰਧ ਆਸ਼ਰਮ ਵਿੱਚ ਇੱਕ ਪ੍ਰੋਗਰਾਮ ਦਾ ਆਯੋਜਨ ਕੀਤਾ ਗਿਆ ਜਿਸ ਵਿੱਚ ਪੰਜਾਬ, ਹਰਿਆਣਾ, ਹਿਮਾਚਲ, ਯੂਪੀ ਅਤੇ ਹੋਰ ਰਾਜਾਂ ਤੋਂ ਪਹੁੰਚੇ ਮੈਂਬਰਾਂ ਵੱਲੋਂ ਬਜ਼ੁਰਗਾਂ ਦੇ ਨਾਲ ਮਿਲ ਕੇ ਪਿਕਨਿਕ ਮਨਾਈ ਗਈ। ਇਸ ਮੌਕੇ ਚੇਅਰਮੈਨ ਸਰਦਾਰ ਮਲਿਕ ਨੇ ਕਿਹਾ ਕਿ ਹਰ ਸਾਲ ਇਸ ਤਰ੍ਹਾਂ ਦੇ ਪ੍ਰੋਗਰਾਮ ਕੀਤੇ ਜਾਂਦੇ ਹਨ ਅਤੇ ਬਜ਼ੁਰਗਾਂ ਦੀ ਸੇਵਾ ਕਰਨਾ ਸਾਡਾ ਫਰਜ਼ ਹੈ। ਇਸ ਮੌਕੇ ਦੀਪਾਨਸ਼ੂ ਮਲਿਕ, ਮੋਨਿਕਾ ਰਾਣਾ, ਪ੍ਰਵੀਨ, ਨੀਨੂ ਸੇਠੀ, ਨਵੀਨ ਮਲਿਕ ਆਦਿ ਹਾਜ਼ਰ ਸਨ। [412,1014,770,1136]
dateline-police-arrest: ਐਸ ਏ ਐਸ ਨਗਰ, 28 ਜੂਨ (ਪੈਗਾਮ-ਏ-ਜਗਤ) [31,1436,233,1450]
article-body-police-arrest: ਮੁਹਾਲੀ ਪੁਲੀਸ ਨੇ 5 ਕਿਲੋ ਭੁੱਕੀ ਅਤੇ 1 ਲੱਖ ਰੁਪਏ ਡਰਗ ਮਨੀ ਸਮੇਤ ਇੱਕ ਵਿਅਕਤੀ ਨੂੰ ਕਾਬੂ ਕੀਤਾ ਹੈ। ਇਸ ਸੰਬੰਧੀ ਜਾਣਕਾਰੀ ਦਿੰਦਿਆਂ ਡੀ ਐਸ ਪੀ ਸਿਟੀ 2 ਸ੍ਰ. ਹਰਸਿਮਰਨ ਸਿੰਘ ਬੱਲ ਨੇ ਦੱਸਿਆ ਕਿ ਇਸ ਵਿਅਕਤੀ ਨੂੰ ਪੁਲੀਸ ਥਾਣਾ ਐਸ ਪੀ ਸ੍ਰ. ਹਰਮਨਦੀਪ ਸਿੰਘ ਹੰਸ ਦੀ ਅਗਵਾਈ ਹੇਠ ਚਲਾਈ ਜਾ ਰਹੀ ਮੁਹਿੰਮ ਯੁੱਧ ਨਸ਼ਿਆਂ ਵਿਰੁੱਧ ਦੇ ਤਹਿਤ ਕਾਬੂ ਕੀਤਾ ਗਿਆ ਹੈ। ਉਹਨਾਂ ਦੱਸਿਆ ਕਿ ਇਸ ਵਿਅਕਤੀ ਨੂੰ ਥਾਣਾ ਸੋਹਾਣਾ ਦੇ ਮੁੱਖ ਅਫਸਰ ਇੰਸ. ਅਮਨਦੀਪ ਸਿੰਘ ਦੀ ਅਗਵਾਈ ਹੇਠ ਥਾਣੇਦਾਰ ਤਜਵਿੰਦਰ ਸਿੰਘ ਵਲੋਂ ਪੁਲੀਸ ਪਾਰਟੀ ਦੇ ਨਾਲ ਗਸ਼ਤ ਦੌਰਾਨ ਸ਼ੱਕੀ ਵਿਅਕਤੀਆਂ ਦੀ ਜਾਂਚ ਲਈ ਸੈਕਟਰ 78-79 ਦੀਆਂ ਲਾਈਟਾਂ ਨੇੜੇ ਨਾਕਾ ਲਗਾਇਆ ਗਿਆ ਸੀ। [31,1472,254,1701]
banner-eye-camp: ਅੱਖਾਂ ਦਾ ਮੁਫਤ ਚੈਕਅਪ ਕੈਂਪ [966,1186,1069,1197]
